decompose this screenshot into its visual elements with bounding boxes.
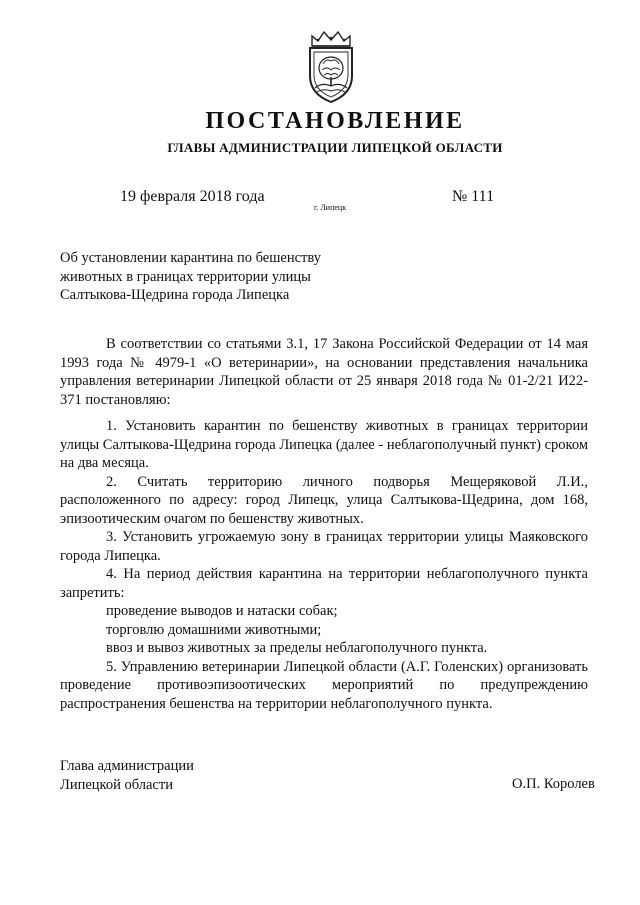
paragraph-3: 3. Установить угрожаемую зону в границах территории улицы Маяковского города Липецка. <box>60 529 588 564</box>
paragraph-4: 4. На период действия карантина на территории неблагополучного пункта запретить: <box>60 566 588 601</box>
heading-line: Салтыкова-Щедрина города Липецка <box>60 287 290 303</box>
document-body <box>60 335 588 713</box>
document-subtitle: ГЛАВЫ АДМИНИСТРАЦИИ ЛИПЕЦКОЙ ОБЛАСТИ <box>167 140 503 155</box>
document-city: г. Липецк <box>314 203 347 212</box>
signature-position <box>60 757 194 794</box>
prohibition-item: ввоз и вывоз животных за пределы неблагополучного пункта. <box>106 640 488 656</box>
paragraph-2: 2. Считать территорию личного подворья Мещеряковой Л.И., расположенного по адресу: город Липецк, улица Салтыкова-Щедрина, дом 168, эпизоотическим очагом по бешенству животных. <box>60 473 588 527</box>
heading-line: Об установлении карантина по бешенству <box>60 250 321 266</box>
coat-of-arms-icon <box>298 28 364 104</box>
document-title: ПОСТАНОВЛЕНИЕ <box>205 108 465 134</box>
prohibition-item: торговлю домашними животными; <box>106 621 322 638</box>
prohibition-item: проведение выводов и натаски собак; <box>106 603 338 619</box>
document-number: № 111 <box>452 188 495 205</box>
paragraph-5: 5. Управлению ветеринарии Липецкой области (А.Г. Голенских) организовать проведение противоэпизоотических мероприятий по предупреждению распространения бешенства на территории неблагополучного пункта. <box>60 658 588 712</box>
paragraph-1: 1. Установить карантин по бешенству животных в границах территории улицы Салтыкова-Щедрина города Липецка (далее - неблагополучный пункт) сроком на два месяца. <box>60 418 588 471</box>
document-date: 19 февраля 2018 года <box>120 188 265 205</box>
heading-line: животных в границах территории улицы <box>60 268 311 285</box>
signature-name: О.П. Королев <box>512 776 595 792</box>
signature-position-line: Липецкой области <box>60 776 173 793</box>
document-heading <box>60 249 360 305</box>
signature-position-line: Глава администрации <box>60 758 194 774</box>
preamble-paragraph: В соответствии со статьями 3.1, 17 Закона Российской Федерации от 14 мая 1993 года № 4979-1 «О ветеринарии», на основании представления начальника управления ветеринарии Липецкой области от 25 января 2018 года № 01-2/21 И22-371 постановляю: <box>60 336 588 408</box>
